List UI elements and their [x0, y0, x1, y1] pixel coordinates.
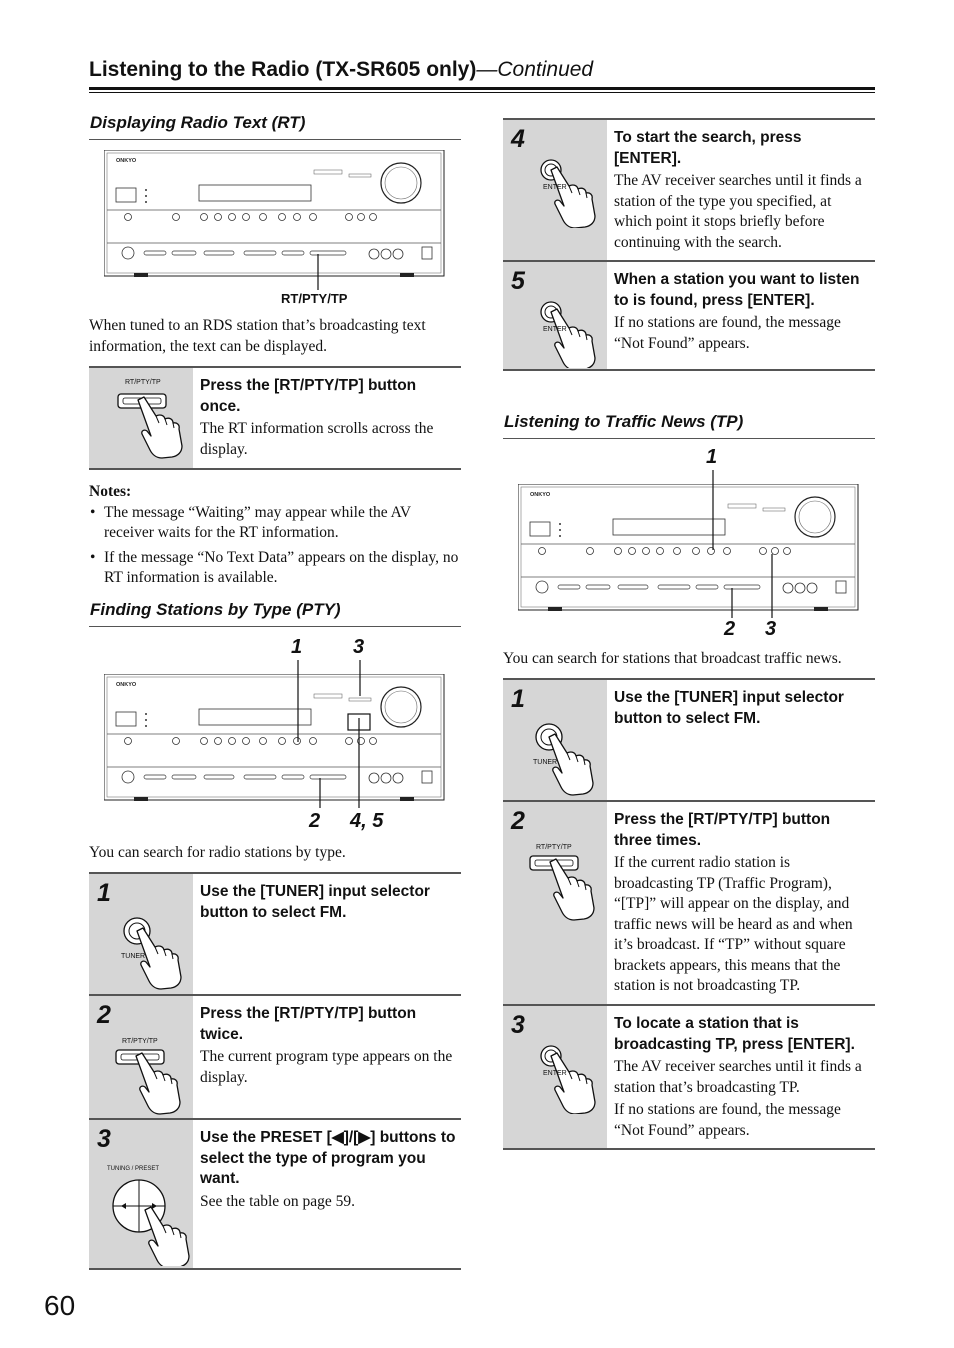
rt-step-instruction: Press the [RT/PTY/TP] button once. — [200, 377, 417, 415]
step-instruction: Use the [TUNER] input selector button to select FM. — [614, 689, 844, 727]
rt-pty-tp-button-label: RT/PTY/TP — [122, 1038, 158, 1045]
page-title-continued: —Continued — [476, 58, 594, 81]
rt-pty-tp-button-icon — [114, 390, 189, 465]
rt-pty-tp-button-label: RT/PTY/TP — [536, 844, 572, 851]
pty-callout-1: 1 — [291, 636, 303, 658]
step-number: 3 — [97, 1125, 111, 1153]
pty-step-5-illustration — [503, 262, 607, 369]
pty-step-2 — [89, 994, 461, 1118]
step-instruction: Press the [RT/PTY/TP] button three times. — [614, 811, 831, 849]
tuning-preset-dial-icon — [109, 1176, 191, 1266]
enter-button-icon — [537, 298, 603, 368]
section-heading-rt: Displaying Radio Text (RT) — [90, 113, 306, 132]
rt-notes — [89, 482, 461, 593]
enter-button-label: ENTER — [543, 1070, 567, 1077]
step-instruction: Use the PRESET [◀]/[▶] buttons to select the type of program you want. — [200, 1129, 456, 1187]
rt-step-button-label: RT/PTY/TP — [125, 379, 161, 386]
section-rule-rt — [89, 139, 461, 140]
tp-callout-lines — [700, 468, 790, 628]
pty-step-5 — [503, 260, 875, 371]
title-rule-thin — [89, 92, 875, 93]
step-number: 4 — [511, 125, 525, 153]
step-description: The current program type appears on the display. — [200, 1048, 453, 1086]
step-number: 2 — [511, 807, 525, 835]
section-heading-pty: Finding Stations by Type (PTY) — [90, 600, 341, 619]
step-description-2: If no stations are found, the message “Not Found” appears. — [614, 1101, 841, 1139]
step-number: 1 — [97, 879, 111, 907]
rt-figure-label: RT/PTY/TP — [281, 291, 348, 306]
pty-step-4 — [503, 118, 875, 260]
tp-callout-1: 1 — [706, 446, 718, 468]
step-number: 1 — [511, 685, 525, 713]
pty-step-3 — [89, 1118, 461, 1270]
enter-button-label: ENTER — [543, 326, 567, 333]
page-title-main: Listening to the Radio (TX-SR605 only) — [89, 58, 477, 81]
rt-step-description: The RT information scrolls across the display. — [200, 420, 434, 458]
note-item: • If the message “No Text Data” appears on the display, no RT information is available. — [89, 548, 461, 589]
pty-step-1-illustration — [89, 874, 193, 996]
rt-step — [89, 366, 461, 470]
step-description: If the current radio station is broadcasting TP (Traffic Program), “[TP]” will appear on the display, and traffic news will be heard as and when it’s broadcast. If “TP” without square brackets appears, this means that the station is not broadcasting TP. — [614, 854, 853, 994]
note-item: • The message “Waiting” may appear while the AV receiver waits for the RT information. — [89, 503, 461, 544]
step-description: If no stations are found, the message “Not Found” appears. — [614, 314, 841, 352]
step-description: The AV receiver searches until it finds a station that’s broadcasting TP. — [614, 1058, 862, 1096]
rt-intro: When tuned to an RDS station that’s broadcasting text information, the text can be displayed. — [89, 317, 426, 355]
tuner-button-label: TUNER — [121, 953, 146, 960]
notes-title: Notes: — [89, 483, 132, 500]
pty-callout-4-5: 4, 5 — [350, 810, 384, 832]
tp-step-2 — [503, 800, 875, 1004]
step-number: 5 — [511, 267, 525, 295]
tp-step-3 — [503, 1004, 875, 1150]
tp-step-1 — [503, 678, 875, 802]
pty-callout-3: 3 — [353, 636, 365, 658]
tp-intro: You can search for stations that broadcast traffic news. — [503, 650, 842, 667]
rt-pty-tp-button-icon — [528, 854, 603, 922]
step-number: 3 — [511, 1011, 525, 1039]
step-description: See the table on page 59. — [200, 1192, 355, 1210]
tp-callout-3: 3 — [765, 618, 777, 640]
section-heading-tp: Listening to Traffic News (TP) — [504, 412, 744, 431]
step-instruction: When a station you want to listen to is found, press [ENTER]. — [614, 271, 860, 309]
section-rule-pty — [89, 626, 461, 627]
page-number: 60 — [44, 1290, 76, 1321]
pty-step-3-illustration — [89, 1120, 193, 1268]
step-description: The AV receiver searches until it finds a station of the type you specified, at which point it stops briefly before continuing with the search. — [614, 172, 862, 251]
step-instruction: To locate a station that is broadcasting TP, press [ENTER]. — [614, 1015, 855, 1053]
tp-step-1-illustration — [503, 680, 607, 802]
notes-list — [89, 503, 461, 589]
rt-callout-line — [300, 250, 340, 292]
tp-step-2-illustration — [503, 802, 607, 1004]
rt-step-illustration — [89, 368, 193, 468]
pty-step-2-illustration — [89, 996, 193, 1118]
pty-intro: You can search for radio stations by type. — [89, 844, 346, 861]
tp-step-3-illustration — [503, 1006, 607, 1148]
section-rule-tp — [503, 438, 875, 439]
pty-step-4-illustration — [503, 120, 607, 260]
tp-callout-2: 2 — [724, 618, 736, 640]
pty-step-1 — [89, 872, 461, 996]
tuning-preset-label: TUNING / PRESET — [107, 1166, 160, 1172]
enter-button-label: ENTER — [543, 184, 567, 191]
page-title — [89, 58, 593, 82]
step-instruction: To start the search, press [ENTER]. — [614, 129, 802, 167]
enter-button-icon — [537, 1042, 603, 1114]
title-rule — [89, 87, 875, 90]
rt-pty-tp-button-icon — [114, 1048, 189, 1116]
step-instruction: Use the [TUNER] input selector button to select FM. — [200, 883, 430, 921]
receiver-illustration-rt — [104, 150, 449, 282]
tuner-button-label: TUNER — [533, 759, 558, 766]
step-number: 2 — [97, 1001, 111, 1029]
pty-callout-2: 2 — [309, 810, 321, 832]
step-instruction: Press the [RT/PTY/TP] button twice. — [200, 1005, 417, 1043]
enter-button-icon — [537, 156, 603, 228]
receiver-illustration-tp — [518, 484, 863, 616]
pty-callout-lines — [290, 658, 380, 813]
receiver-illustration-pty — [104, 674, 449, 806]
